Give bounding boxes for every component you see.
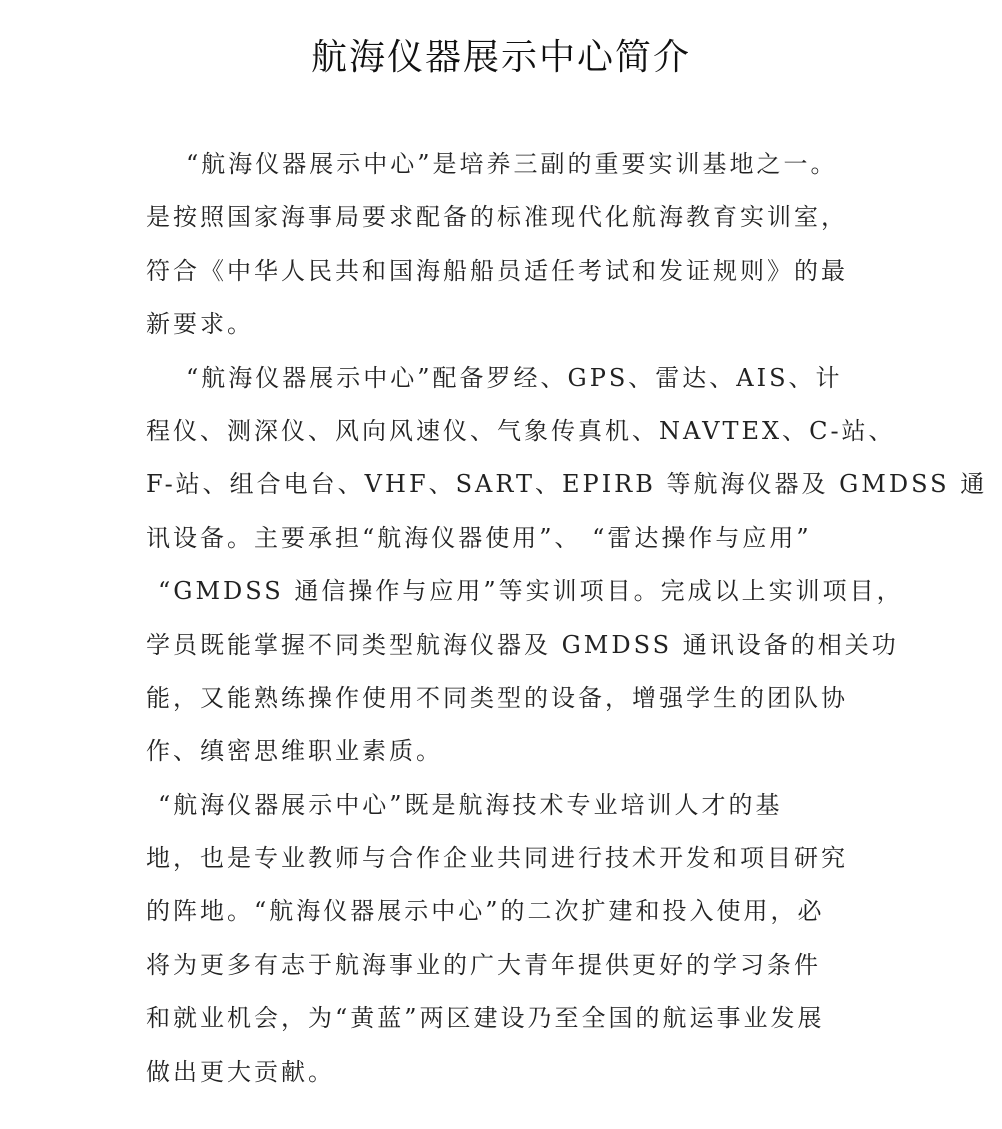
- text-line: 讯设备。主要承担“航海仪器使用”、 “雷达操作与应用”: [146, 523, 812, 552]
- text-line: 符合《中华人民共和国海船船员适任考试和发证规则》的最: [146, 256, 848, 285]
- text-line: 地，也是专业教师与合作企业共同进行技术开发和项目研究: [146, 844, 848, 873]
- text-line: 做出更大贡献。: [146, 1057, 335, 1086]
- paragraph-3: [146, 779, 858, 1099]
- document-body: [146, 138, 988, 1099]
- text-line: 将为更多有志于航海事业的广大青年提供更好的学习条件: [146, 950, 821, 979]
- paragraph-1: [146, 138, 858, 352]
- text-line: 是按照国家海事局要求配备的标准现代化航海教育实训室，: [146, 203, 848, 232]
- text-line: 的阵地。“航海仪器展示中心”的二次扩建和投入使用，必: [146, 897, 825, 926]
- text-line: 学员既能掌握不同类型航海仪器及 GMDSS 通讯设备的相关功: [146, 630, 899, 659]
- text-line: F-站、组合电台、VHF、SART、EPIRB 等航海仪器及 GMDSS 通: [146, 470, 988, 499]
- text-line: “航海仪器展示中心”配备罗经、GPS、雷达、AIS、计: [186, 363, 843, 392]
- paragraph-2: [146, 352, 988, 779]
- text-line: “航海仪器展示中心”既是航海技术专业培训人才的基: [158, 790, 783, 819]
- text-line: 和就业机会，为“黄蓝”两区建设乃至全国的航运事业发展: [146, 1004, 825, 1033]
- text-line: “GMDSS 通信操作与应用”等实训项目。完成以上实训项目，: [158, 577, 904, 606]
- text-line: 程仪、测深仪、风向风速仪、气象传真机、NAVTEX、C-站、: [146, 416, 896, 445]
- text-line: 作、缜密思维职业素质。: [146, 737, 443, 766]
- document-title: 航海仪器展示中心简介: [310, 37, 691, 78]
- text-line: “航海仪器展示中心”是培养三副的重要实训基地之一。: [186, 150, 838, 178]
- text-line: 新要求。: [146, 310, 254, 339]
- text-line: 能，又能熟练操作使用不同类型的设备，增强学生的团队协: [146, 683, 848, 712]
